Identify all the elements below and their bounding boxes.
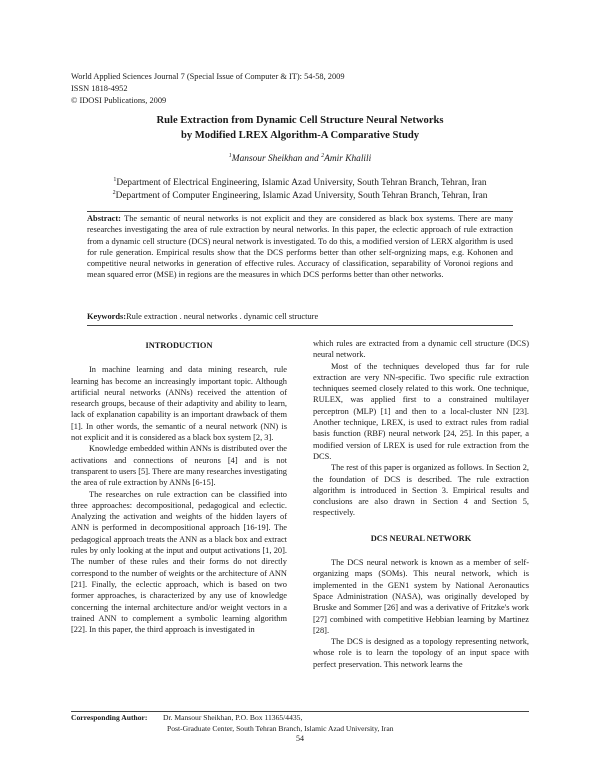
paragraph: The DCS is designed as a topology representing network, whose role is to learn the topology of an input space with perfect preservation. This network learns the bbox=[313, 637, 529, 669]
paragraph: In machine learning and data mining research, rule learning has become an increasingly important topic. Although artificial neural networks (ANNs) received the attention of research groups, because of their adaptivity and ability to learn, lack of explanation capability is an important drawback of them [1]. In other words, the semantic of a neural network (NN) is not explicit and it is considered as a black box system [2, 3]. bbox=[71, 365, 287, 443]
journal-header bbox=[71, 71, 345, 107]
author-1: Mansour Sheikhan bbox=[231, 154, 303, 164]
affiliation-2 bbox=[60, 190, 540, 203]
copyright: © IDOSI Publications, 2009 bbox=[71, 96, 167, 105]
author-list bbox=[60, 154, 540, 164]
corresponding-author bbox=[71, 713, 529, 734]
affiliation-2-text: Department of Computer Engineering, Islamic Azad University, South Tehran Branch, Tehran, Iran bbox=[115, 191, 488, 201]
keywords bbox=[87, 312, 513, 321]
abstract-label: Abstract: bbox=[87, 214, 121, 223]
left-column bbox=[71, 340, 287, 635]
corresponding-author-line-2: Post-Graduate Center, South Tehran Branch, Islamic Azad University, Iran bbox=[167, 723, 394, 733]
paper-title bbox=[60, 113, 540, 143]
title-line-2: by Modified LREX Algorithm-A Comparative Study bbox=[180, 130, 420, 141]
paragraph: The researches on rule extraction can be classified into three approaches: decompositional, pedagogical and eclectic. Analyzing the activation and weights of the hidden layers of ANN is performed in decompositional approach [16-19]. The pedagogical approach treats the ANN as a black box and extract rules by only looking at the input and output activations [1, 20]. The number of these rules and their forms do not directly correspond to the number of weights or the architecture of ANN [21]. Finally, the eclectic approach, which is based on two former approaches, is characterized by any use of knowledge concerning the internal architecture and/or weight vectors in a trained ANN to complement a symbolic learning algorithm [22]. In this paper, the third approach is investigated in bbox=[71, 489, 287, 635]
author-conjunction: and bbox=[302, 154, 322, 164]
abstract-text: The semantic of neural networks is not explicit and they are considered as black box systems. There are many researches investigating the area of rule extraction by neural networks. In this paper, the eclectic approach of rule extraction from a dynamic cell structure (DCS) neural network is investigated. To do this, a modified version of LERX algorithm is used for rule generation. Empirical results show that the DCS performs better than other self-orgnizing maps, e.g. Kohonen and competitive neural networks in generation of effective rules. Accuracy of classification, separability of Voronoi regions and mean squared error (MSE) in regions are the measures in which DCS performs better than other networks. bbox=[87, 214, 513, 280]
affiliations bbox=[60, 177, 540, 203]
affiliation-1-sup: 1 bbox=[113, 176, 117, 183]
paragraph: The rest of this paper is organized as follows. In Section 2, the foundation of DCS is described. The rule extraction algorithm is introduced in Section 3. Empirical results and conclusions are also drawn in Section 4 and Section 5, respectively. bbox=[313, 463, 529, 518]
section-heading-introduction: INTRODUCTION bbox=[145, 341, 213, 350]
abstract bbox=[87, 213, 513, 281]
paragraph-continuation: which rules are extracted from a dynamic cell structure (DCS) neural network. bbox=[313, 339, 529, 360]
author-1-sup: 1 bbox=[228, 152, 232, 159]
right-column bbox=[313, 338, 529, 670]
page-number: 54 bbox=[296, 734, 304, 743]
keywords-text: Rule extraction . neural networks . dynamic cell structure bbox=[126, 312, 319, 321]
keywords-label: Keywords: bbox=[87, 312, 127, 321]
affiliation-1-text: Department of Electrical Engineering, Islamic Azad University, South Tehran Branch, Tehran, Iran bbox=[116, 178, 487, 188]
author-2-sup: 2 bbox=[321, 152, 325, 159]
affiliation-2-sup: 2 bbox=[112, 189, 116, 196]
section-heading-dcs: DCS NEURAL NETWORK bbox=[370, 533, 472, 543]
corresponding-author-line-1: Dr. Mansour Sheikhan, P.O. Box 11365/4435, bbox=[163, 713, 303, 722]
journal-citation: World Applied Sciences Journal 7 (Special Issue of Computer & IT): 54-58, 2009 bbox=[71, 72, 345, 81]
author-2: Amir Khalili bbox=[324, 154, 372, 164]
footer-rule bbox=[71, 711, 529, 712]
issn: ISSN 1818-4952 bbox=[71, 84, 128, 93]
paragraph: Knowledge embedded within ANNs is distributed over the activations and connections of neurons [4] and is not transparent to users [5]. There are many researches investigating the area of rule extraction by ANNs [6-15]. bbox=[71, 444, 287, 488]
paragraph: Most of the techniques developed thus far for rule extraction are very NN-specific. Two specific rule extraction techniques seemed closely related to this work. One technique, RULEX, was applied first to a constrained multilayer perceptron (MLP) [1] and then to a local-cluster NN [23]. Another technique, LREX, is used to extract rules from radial basis function (RBF) neural network [24, 25]. In this paper, a modified version of LREX is used for rule extraction from the DCS. bbox=[313, 361, 529, 461]
affiliation-1 bbox=[60, 177, 540, 190]
abstract-top-rule bbox=[87, 211, 513, 212]
paragraph: The DCS neural network is known as a member of self-organizing maps (SOMs). This neural network, which is implemented in the GEN1 system by National Aeronautics Space Administration (NASA), was originally developed by Bruske and Sommer [26] and was a derivative of Fritzke's work [27] combined with competitive Hebbian learning by Martinez [28]. bbox=[313, 558, 529, 635]
corresponding-author-label: Corresponding Author: bbox=[71, 713, 148, 722]
title-line-1: Rule Extraction from Dynamic Cell Structure Neural Networks bbox=[156, 115, 444, 126]
keywords-bottom-rule bbox=[87, 325, 513, 326]
